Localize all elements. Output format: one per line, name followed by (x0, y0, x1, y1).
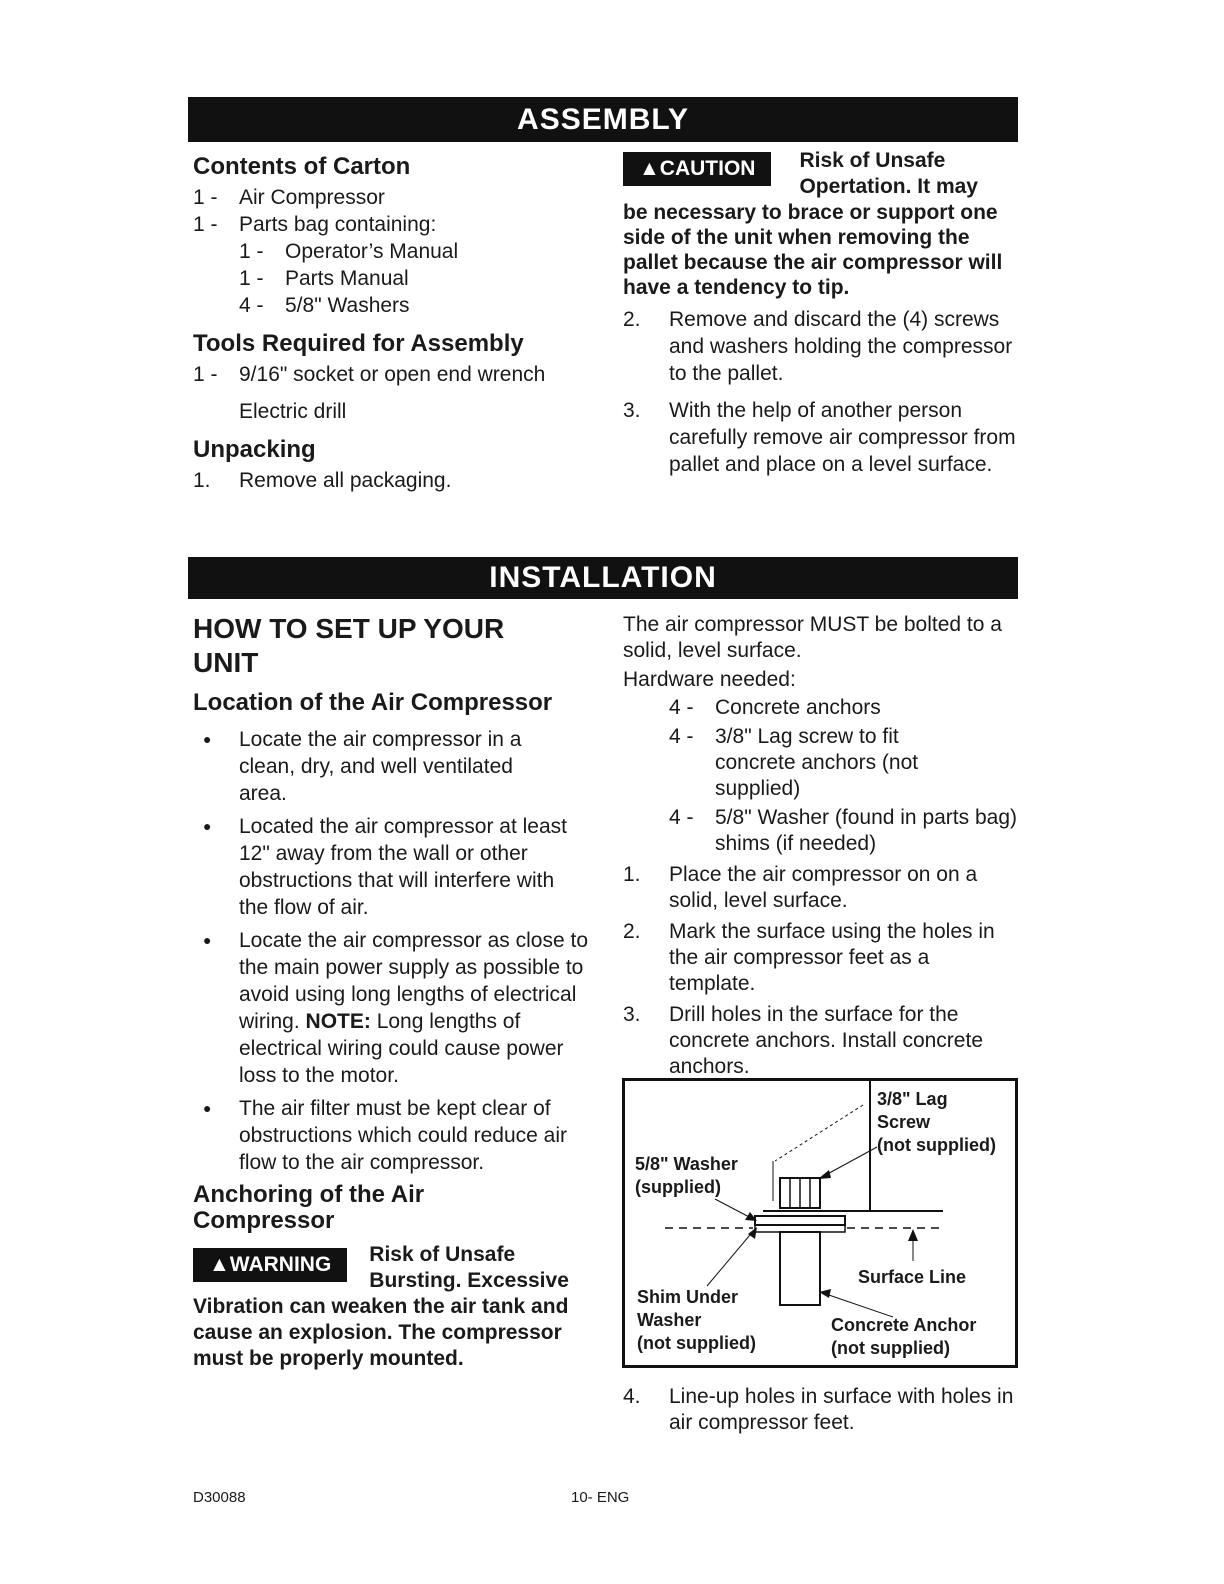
step-4-block (623, 1384, 1018, 1436)
list-item: 4. Line-up holes in surface with holes in air compressor feet. (623, 1385, 1014, 1434)
list-item: 2. Remove and discard the (4) screws and washers holding the compressor to the pallet. (623, 308, 1013, 385)
surface-line-label: Surface Line (858, 1267, 967, 1287)
caution-badge: ▲CAUTION (623, 152, 771, 186)
list-item: 1 - Parts bag containing: (193, 213, 437, 236)
lag-screw-label: 3/8" Lag Screw (not supplied) (877, 1089, 996, 1155)
installation-right-column (623, 612, 1018, 1080)
bullet-icon: ● (203, 1100, 212, 1116)
note-label: NOTE: (305, 1010, 371, 1033)
list-item: 2. Mark the surface using the holes in the air compressor feet as a template. (623, 920, 995, 995)
list-item: 1 - Air Compressor (193, 186, 385, 209)
list-item: 3. Drill holes in the surface for the concrete anchors. Install concrete anchors. (623, 1003, 983, 1078)
assembly-banner: ASSEMBLY (188, 97, 1018, 142)
doc-id: D30088 (193, 1489, 246, 1506)
hardware-label: Hardware needed: (623, 668, 796, 691)
bullet-icon: ● (203, 731, 212, 747)
caution-body: be necessary to brace or support one side of the unit when removing the pallet because the air compressor will have a tendency to tip. (623, 201, 1003, 299)
unpacking-heading: Unpacking (193, 436, 316, 463)
list-item: ● The air filter must be kept clear of obstructions which could reduce air flow to the air compressor. (193, 1095, 588, 1176)
list-item: 1 - Operator’s Manual (239, 240, 459, 263)
list-item: 4 - 5/8" Washer (found in parts bag) shims (if needed) (669, 806, 1017, 855)
concrete-anchor-label: Concrete Anchor (not supplied) (831, 1315, 977, 1358)
installation-left-column (193, 612, 588, 1372)
list-item: ● Located the air compressor at least 12" away from the wall or other obstructions that will interfere with the flow of air. (193, 813, 588, 921)
note-text: Long lengths of electrical wiring could cause power loss to the motor. (239, 1010, 564, 1087)
installation-banner: INSTALLATION (188, 557, 1018, 599)
list-item: 1 - 9/16" socket or open end wrench (193, 363, 546, 386)
list-item: 4 - Concrete anchors (669, 696, 881, 719)
location-heading: Location of the Air Compressor (193, 689, 553, 716)
anchoring-heading: Anchoring of the Air Compressor (193, 1181, 425, 1234)
page-number: 10- ENG (571, 1489, 630, 1506)
warning-badge: ▲WARNING (193, 1248, 347, 1282)
assembly-left-column (193, 152, 593, 494)
list-item: 4 - 5/8" Washers (239, 294, 410, 317)
contents-heading: Contents of Carton (193, 153, 411, 180)
list-item: 1 - Parts Manual (239, 267, 409, 290)
assembly-right-column (623, 148, 1018, 478)
setup-title: HOW TO SET UP YOUR UNIT (193, 613, 505, 678)
caution-lead: Risk of Unsafe Opertation. It may (799, 149, 978, 198)
shim-label: Shim Under Washer (not supplied) (637, 1287, 756, 1353)
bullet-icon: ● (203, 818, 212, 834)
list-item: ● Locate the air compressor in a clean, dry, and well ventilated area. (193, 726, 588, 807)
warning-body: Vibration can weaken the air tank and cause an explosion. The compressor must be properly mounted. (193, 1295, 569, 1370)
list-item: 4 - 3/8" Lag screw to fit concrete anchors (not supplied) (669, 725, 919, 800)
list-item: Electric drill (239, 400, 347, 423)
washer-label: 5/8" Washer (supplied) (635, 1154, 738, 1197)
anchor-diagram (622, 1078, 1018, 1368)
tools-heading: Tools Required for Assembly (193, 330, 524, 357)
intro-text: The air compressor MUST be bolted to a solid, level surface. (623, 613, 1002, 662)
list-item: 1. Remove all packaging. (193, 469, 452, 492)
bullet-icon: ● (203, 932, 212, 948)
list-item: 1. Place the air compressor on on a solid, level surface. (623, 863, 978, 912)
list-item: 3. With the help of another person carefully remove air compressor from pallet and place on a level surface. (623, 399, 1016, 476)
list-item: ● Locate the air compressor as close to the main power supply as possible to avoid using long lengths of electrical wiring. NOTE: Long lengths of electrical wiring could cause power loss to the motor. (193, 927, 588, 1089)
warning-lead: Risk of Unsafe Bursting. Excessive (369, 1243, 569, 1292)
